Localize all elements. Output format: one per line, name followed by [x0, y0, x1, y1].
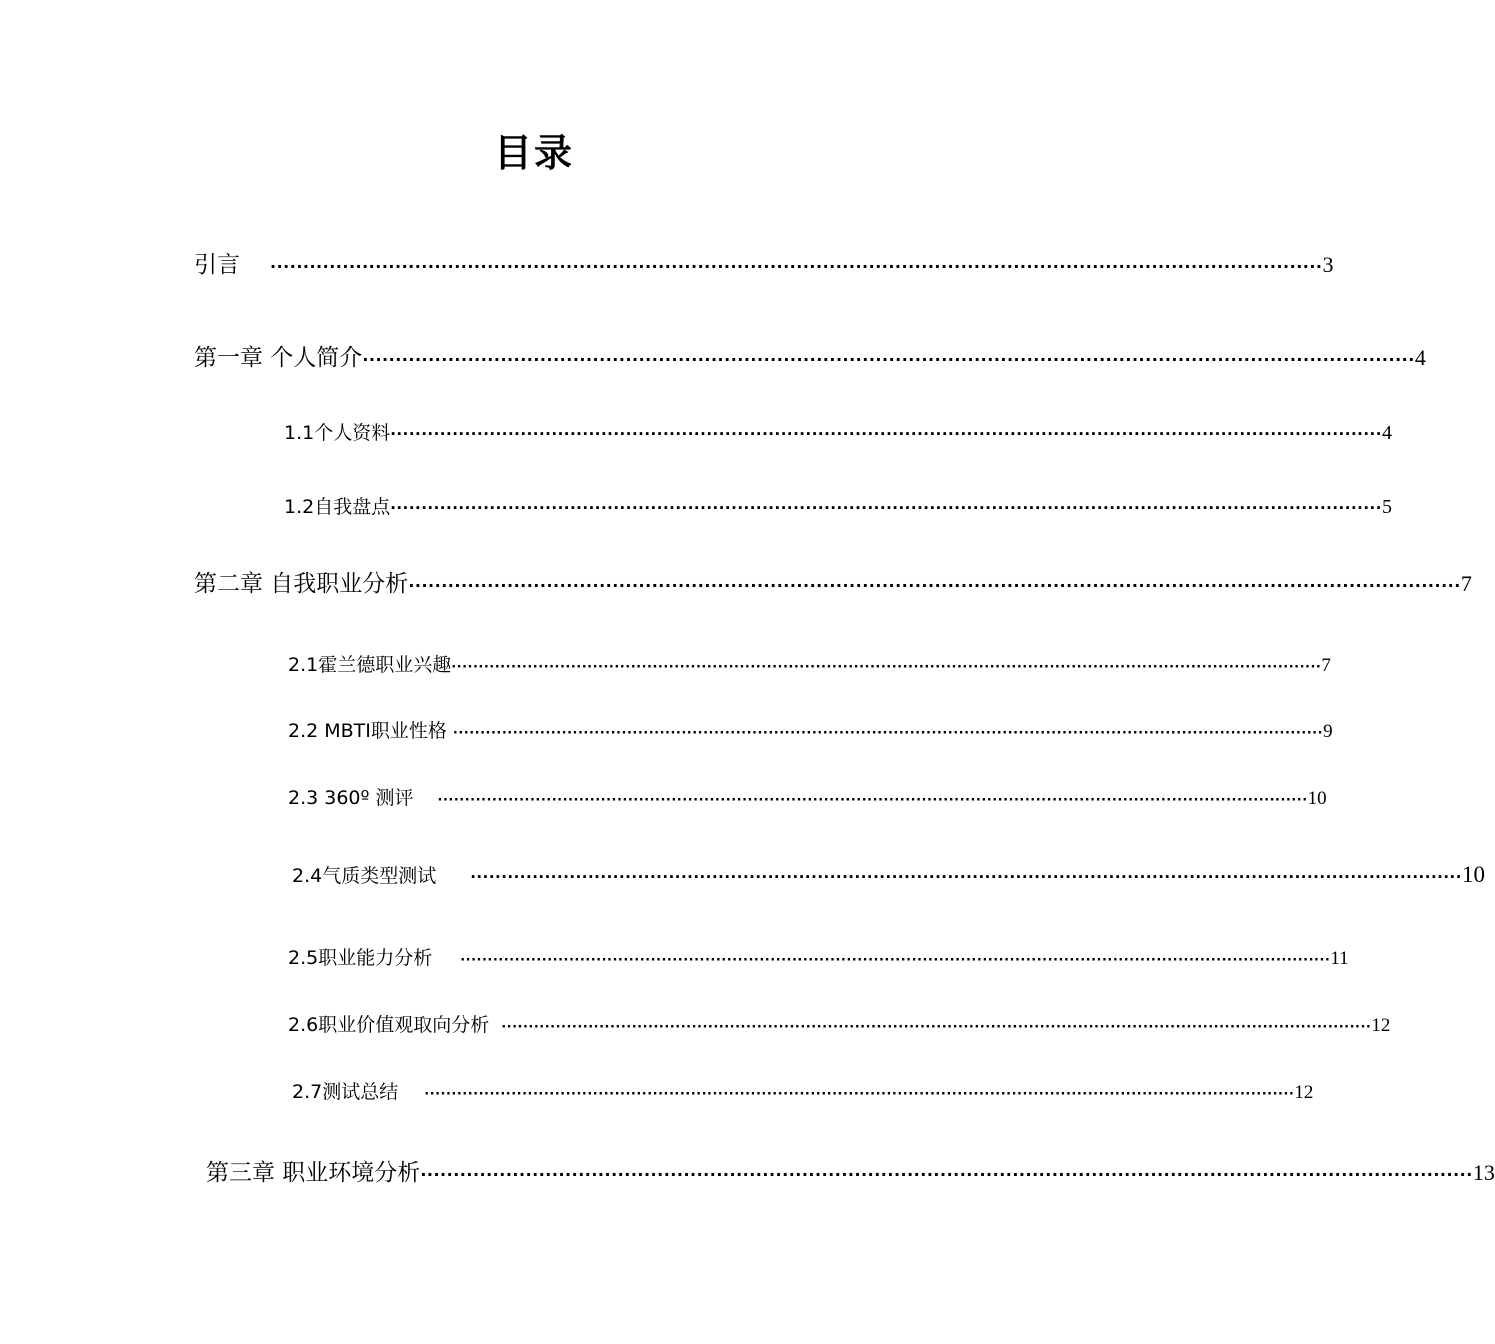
toc-page-number: 7: [1460, 571, 1472, 596]
toc-page-number: 10: [1307, 788, 1327, 809]
toc-leader: ································································································································································: [460, 953, 1331, 968]
toc-entry-2-3[interactable]: [288, 783, 1327, 810]
toc-leader: ································································································································································: [390, 499, 1382, 517]
toc-entry-chapter-1[interactable]: [194, 339, 1426, 372]
toc-label: 2.2 MBTI职业性格: [288, 720, 447, 742]
toc-page-number: 13: [1472, 1160, 1495, 1185]
toc-page-number: 5: [1381, 496, 1392, 518]
toc-label: 引言: [194, 252, 240, 278]
toc-label: 1.2自我盘点: [284, 496, 391, 518]
toc-leader: ································································································································································: [451, 660, 1322, 675]
toc-leader: ································································································································································: [424, 1087, 1295, 1102]
toc-entry-chapter-2[interactable]: [194, 565, 1472, 598]
page-title: 目录: [493, 131, 574, 175]
toc-entry-2-7[interactable]: [292, 1077, 1314, 1104]
toc-label: 2.3 360º 测评: [288, 787, 414, 809]
toc-leader: ································································································································································: [390, 425, 1382, 443]
toc-leader: ································································································································································: [501, 1020, 1372, 1035]
toc-entry-2-6[interactable]: [288, 1010, 1391, 1037]
toc-page-number: 11: [1330, 948, 1349, 969]
toc-label: 第一章 个人简介: [194, 345, 363, 371]
toc-page-number: 12: [1294, 1082, 1314, 1103]
toc-leader: ································································································································································: [452, 726, 1324, 741]
toc-page-number: 12: [1371, 1015, 1391, 1036]
toc-entry-1-2[interactable]: [284, 492, 1392, 519]
toc-label: 1.1个人资料: [284, 422, 391, 444]
toc-leader: ································································································································································: [270, 257, 1323, 276]
toc-leader: ································································································································································: [362, 350, 1415, 369]
toc-label: 第三章 职业环境分析: [206, 1160, 421, 1186]
toc-label: 2.5职业能力分析: [288, 947, 433, 969]
toc-entry-introduction[interactable]: [194, 246, 1334, 279]
toc-label: 2.6职业价值观取向分析: [288, 1014, 490, 1036]
toc-entry-2-1[interactable]: [288, 650, 1331, 677]
toc-page-number: 7: [1321, 655, 1331, 676]
toc-leader: ································································································································································: [408, 576, 1461, 595]
toc-page-number: 4: [1381, 422, 1392, 444]
toc-leader: ································································································································································: [470, 868, 1462, 886]
toc-label: 2.7测试总结: [292, 1081, 399, 1103]
toc-leader: ································································································································································: [420, 1165, 1473, 1184]
toc-entry-2-4[interactable]: [292, 861, 1485, 888]
toc-label: 2.1霍兰德职业兴趣: [288, 654, 452, 676]
toc-page-number: 4: [1414, 345, 1426, 370]
toc-page-number: 9: [1323, 721, 1333, 742]
toc-label: 2.4气质类型测试: [292, 865, 437, 887]
toc-entry-chapter-3[interactable]: [206, 1154, 1495, 1187]
toc-entry-1-1[interactable]: [284, 418, 1392, 445]
toc-label: 第二章 自我职业分析: [194, 571, 409, 597]
toc-leader: ································································································································································: [437, 793, 1308, 808]
toc-entry-2-2[interactable]: [288, 716, 1333, 743]
toc-page-number: 10: [1461, 862, 1485, 887]
toc-page-number: 3: [1322, 252, 1334, 277]
toc-entry-2-5[interactable]: [288, 943, 1349, 970]
